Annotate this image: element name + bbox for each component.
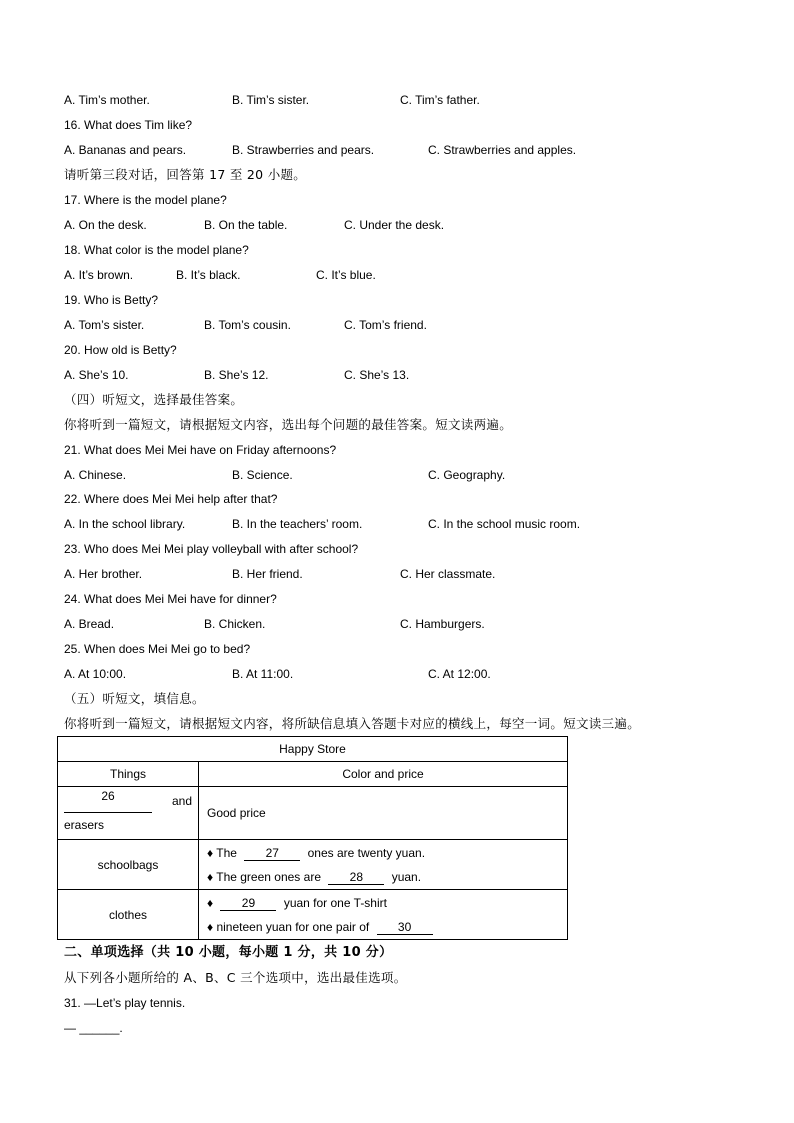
row1-erasers: erasers [64, 818, 105, 832]
q21-option-a: A. Chinese. [64, 468, 127, 482]
diamond-bullet-icon: ♦ [207, 869, 214, 884]
q20-option-b: B. She’s 12. [204, 368, 269, 382]
section3-instruction: 请听第三段对话，回答第 17 至 20 小题。 [64, 167, 307, 182]
diamond-bullet-icon: ♦ [207, 895, 214, 910]
table-title-row [58, 737, 568, 762]
row2-line2-pre: The green ones are [216, 869, 321, 884]
q18-option-c: C. It’s blue. [316, 268, 376, 282]
q25-option-b: B. At 11:00. [232, 667, 294, 681]
table-header-row [58, 762, 568, 787]
part5-heading: （五）听短文，填信息。 [64, 691, 205, 706]
blank-29[interactable]: 29 [220, 896, 276, 911]
q15-option-c: C. Tim’s father. [400, 93, 480, 107]
q24-option-a: A. Bread. [64, 617, 115, 631]
q19-stem: 19. Who is Betty? [64, 293, 159, 307]
part4-instruction: 你将听到一篇短文，请根据短文内容，选出每个问题的最佳答案。短文读两遍。 [64, 417, 513, 432]
q23-option-c: C. Her classmate. [400, 567, 496, 581]
q31-stem: 31. —Let’s play tennis. [64, 996, 186, 1010]
q22-option-b: B. In the teachers’ room. [232, 517, 363, 531]
blank-30[interactable]: 30 [377, 920, 433, 935]
q18-stem: 18. What color is the model plane? [64, 243, 249, 257]
row1-and: and [171, 794, 192, 808]
blank-26[interactable]: 26 [64, 789, 152, 813]
q17-option-a: A. On the desk. [64, 218, 147, 232]
q16-option-a: A. Bananas and pears. [64, 143, 187, 157]
q23-stem: 23. Who does Mei Mei play volleyball with after school? [64, 542, 359, 556]
q19-option-b: B. Tom’s cousin. [204, 318, 291, 332]
part4-heading: （四）听短文，选择最佳答案。 [64, 392, 244, 407]
q19-option-a: A. Tom’s sister. [64, 318, 145, 332]
row1-thing-line [64, 789, 192, 813]
blank-28[interactable]: 28 [328, 870, 384, 885]
row3-line1 [207, 891, 559, 915]
q18-option-a: A. It’s brown. [64, 268, 134, 282]
row3-info-cell [199, 890, 568, 940]
q20-stem: 20. How old is Betty? [64, 343, 177, 357]
row2-line1-pre: The [216, 845, 237, 860]
q20-option-a: A. She’s 10. [64, 368, 129, 382]
q21-option-b: B. Science. [232, 468, 293, 482]
header-color-price: Color and price [199, 762, 568, 787]
part5-instruction: 你将听到一篇短文，请根据短文内容，将所缺信息填入答题卡对应的横线上，每空一词。短文读三遍。 [64, 716, 641, 731]
q25-option-c: C. At 12:00. [428, 667, 491, 681]
table-row [58, 890, 568, 940]
row3-line2-pre: nineteen yuan for one pair of [216, 919, 370, 934]
q17-option-b: B. On the table. [204, 218, 288, 232]
q17-stem: 17. Where is the model plane? [64, 193, 227, 207]
table-row [58, 840, 568, 890]
q24-option-b: B. Chicken. [204, 617, 266, 631]
row3-line1-post: yuan for one T-shirt [283, 895, 387, 910]
q23-option-b: B. Her friend. [232, 567, 303, 581]
row2-line1 [207, 841, 559, 865]
diamond-bullet-icon: ♦ [207, 845, 214, 860]
happy-store-table [57, 736, 568, 940]
table-row [58, 787, 568, 840]
section2-heading: 二、单项选择（共 10 小题，每小题 1 分，共 10 分） [64, 945, 393, 960]
row2-line2-post: yuan. [391, 869, 422, 884]
q15-option-b: B. Tim’s sister. [232, 93, 310, 107]
q22-stem: 22. Where does Mei Mei help after that? [64, 492, 278, 506]
row1-thing-cell [58, 787, 199, 840]
q21-stem: 21. What does Mei Mei have on Friday afternoons? [64, 443, 337, 457]
q23-option-a: A. Her brother. [64, 567, 143, 581]
q19-option-c: C. Tom’s friend. [344, 318, 427, 332]
q22-option-c: C. In the school music room. [428, 517, 581, 531]
q17-option-c: C. Under the desk. [344, 218, 445, 232]
diamond-bullet-icon: ♦ [207, 919, 214, 934]
q16-stem: 16. What does Tim like? [64, 118, 193, 132]
q20-option-c: C. She’s 13. [344, 368, 410, 382]
table-title: Happy Store [58, 737, 568, 762]
q24-stem: 24. What does Mei Mei have for dinner? [64, 592, 277, 606]
q31-reply: — ______. [64, 1021, 123, 1035]
header-things: Things [58, 762, 199, 787]
q21-option-c: C. Geography. [428, 468, 506, 482]
row2-line2 [207, 865, 559, 889]
row1-info: Good price [199, 787, 568, 840]
row3-thing: clothes [58, 890, 199, 940]
section2-instruction: 从下列各小题所给的 A、B、C 三个选项中，选出最佳选项。 [64, 970, 407, 985]
q15-option-a: A. Tim’s mother. [64, 93, 150, 107]
q25-stem: 25. When does Mei Mei go to bed? [64, 642, 251, 656]
q18-option-b: B. It’s black. [176, 268, 241, 282]
q24-option-c: C. Hamburgers. [400, 617, 485, 631]
row2-line1-post: ones are twenty yuan. [307, 845, 426, 860]
q16-option-b: B. Strawberries and pears. [232, 143, 375, 157]
row2-thing: schoolbags [58, 840, 199, 890]
blank-27[interactable]: 27 [244, 846, 300, 861]
row3-line2 [207, 915, 559, 939]
q16-option-c: C. Strawberries and apples. [428, 143, 577, 157]
q25-option-a: A. At 10:00. [64, 667, 127, 681]
q22-option-a: A. In the school library. [64, 517, 186, 531]
row2-info-cell [199, 840, 568, 890]
